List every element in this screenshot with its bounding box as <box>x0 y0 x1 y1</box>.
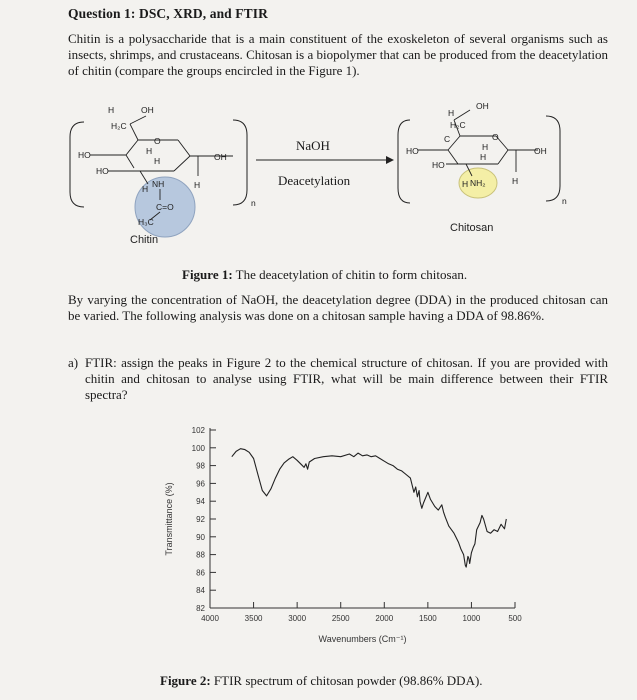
chitosan-repeat-n: n <box>562 196 567 206</box>
chitosan-h-top: H <box>448 108 455 118</box>
chitosan-label: Chitosan <box>450 222 494 234</box>
reagent-label: NaOH <box>296 138 330 153</box>
part-a-label: a) <box>68 355 79 370</box>
y-axis-label: Transmittance (%) <box>164 482 174 556</box>
chitin-left-bracket <box>70 122 84 207</box>
chitin-h2c: H₂C <box>111 121 127 131</box>
part-a-text: FTIR: assign the peaks in Figure 2 to the chemical structure of chitosan. If you are provided with chitin and chitosan to analyse using FTIR, what will be main difference between their FTIR spectra? <box>85 355 608 402</box>
y-tick-label: 98 <box>196 461 205 471</box>
y-tick-label: 82 <box>196 604 205 613</box>
x-tick-label: 1500 <box>418 614 437 623</box>
chitin-ring-o: O <box>154 136 161 146</box>
x-axis-label: Wavenumbers (Cm⁻¹) <box>318 634 407 644</box>
ftir-chart <box>150 418 530 663</box>
x-tick-label: 4000 <box>201 614 219 623</box>
process-label: Deacetylation <box>278 173 351 188</box>
chitosan-ho-mid: HO <box>432 160 445 170</box>
chitin-nh: NH <box>152 179 165 189</box>
chitosan-ring-o: O <box>492 132 499 142</box>
chitin-h-mid: H <box>154 156 161 166</box>
chitosan-ho-left: HO <box>406 146 419 156</box>
y-tick-label: 90 <box>196 532 205 542</box>
chitin-oh-top: OH <box>141 105 154 115</box>
y-tick-label: 84 <box>196 586 205 596</box>
chitin-h3c: H₃C <box>138 217 154 227</box>
chitin-h-top: H <box>108 105 115 115</box>
chitin-h-nh: H <box>142 184 149 194</box>
x-tick-label: 2000 <box>375 614 394 623</box>
arrow-head <box>386 156 394 164</box>
chitin-repeat-n: n <box>251 198 256 208</box>
x-tick-label: 500 <box>508 614 522 623</box>
chitin-right-bracket <box>233 120 247 205</box>
chitin-h-bottom: H <box>194 180 201 190</box>
question-heading: Question 1: DSC, XRD, and FTIR <box>68 6 268 21</box>
chitosan-h-bottom: H <box>512 176 519 186</box>
chitin-ho-mid: HO <box>96 166 109 176</box>
chitin-label: Chitin <box>130 234 159 246</box>
y-tick-label: 102 <box>191 426 205 435</box>
chitosan-nh2: NH₂ <box>470 178 486 188</box>
y-tick-label: 92 <box>196 515 205 524</box>
chitin-carbonyl: C=O <box>156 202 174 212</box>
chitosan-h2c: H₂C <box>450 120 466 130</box>
chitosan-h-mid: H <box>480 152 487 162</box>
chitosan-c-top: C <box>444 134 451 144</box>
figure-2-caption: Figure 2: FTIR spectrum of chitosan powder (98.86% DDA). <box>160 673 483 688</box>
chitosan-oh-right: OH <box>534 146 547 156</box>
chitosan-right-bracket <box>546 116 560 201</box>
chitin-oh-right: OH <box>214 152 227 162</box>
dda-paragraph: By varying the concentration of NaOH, the deacetylation degree (DDA) in the produced chitosan can be varied. The following analysis was done on a chitosan sample having a DDA of 98.86%. <box>68 292 608 323</box>
y-tick-label: 96 <box>196 479 205 489</box>
chitosan-h-nh2: H <box>462 179 469 189</box>
chitosan-oh-top: OH <box>476 101 489 111</box>
x-tick-label: 3500 <box>244 614 263 623</box>
figure-1-caption: Figure 1: The deacetylation of chitin to form chitosan. <box>182 267 468 282</box>
y-tick-label: 100 <box>191 443 205 453</box>
intro-paragraph: Chitin is a polysaccharide that is a main constituent of the exoskeleton of several organisms such as insects, shrimps, and crustaceans. Chitosan is a biopolymer that can be produced from the deacetylation of chitin (compare the groups encircled in the Figure 1). <box>68 31 608 78</box>
y-tick-label: 86 <box>196 568 205 578</box>
figure-1-reaction-scheme <box>68 92 608 262</box>
y-tick-label: 88 <box>196 550 205 560</box>
chitin-h-ring: H <box>146 146 153 156</box>
chitin-ho-left: HO <box>78 150 91 160</box>
x-tick-label: 3000 <box>288 614 307 623</box>
chitosan-h-ring: H <box>482 142 489 152</box>
y-tick-label: 94 <box>196 497 205 507</box>
chitosan-left-bracket <box>398 120 410 203</box>
x-tick-label: 1000 <box>462 614 481 623</box>
x-tick-label: 2500 <box>331 614 350 623</box>
spectrum-line <box>232 449 507 567</box>
